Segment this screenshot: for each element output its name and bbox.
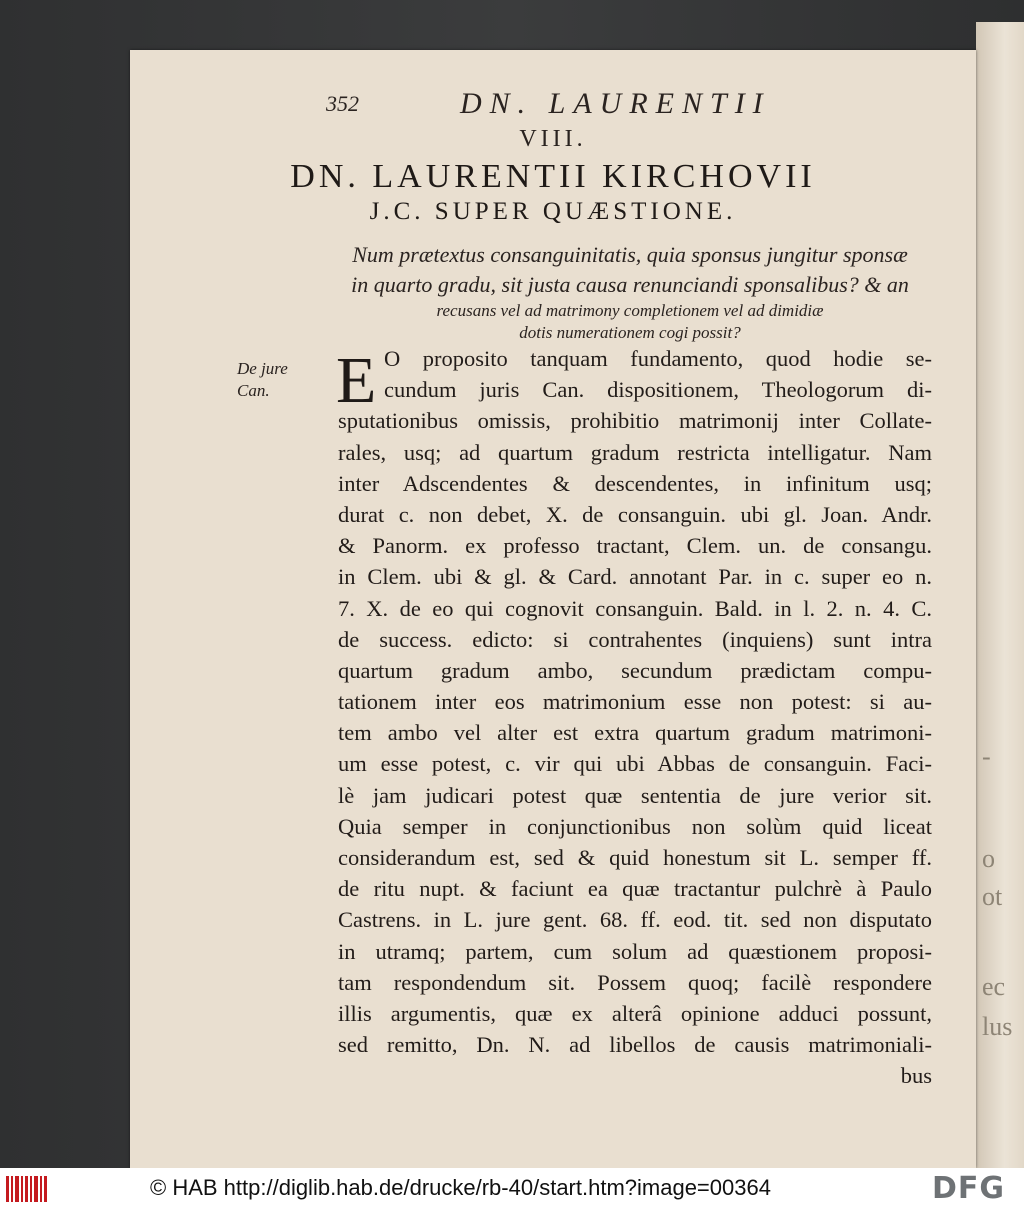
facing-page-fragment: o: [982, 844, 995, 873]
text-line: & Panorm. ex professo tractant, Clem. un. de consangu.: [338, 533, 932, 559]
text-line: sputationibus omissis, prohibitio matrimonij inter Collate-: [338, 408, 932, 434]
text-line: um esse potest, c. vir qui ubi Abbas de consanguin. Faci-: [338, 751, 932, 777]
text-line: in utramq; partem, cum solum ad quæstionem proposi-: [338, 938, 932, 964]
section-number: VIII.: [519, 126, 587, 152]
question-line: recusans vel ad matrimony completionem vel ad dimidiæ: [436, 301, 824, 320]
margin-note-line: De jure: [237, 359, 288, 378]
running-head: DN. LAURENTII: [460, 87, 771, 120]
text-line: de success. edicto: si contrahentes (inquiens) sunt intra: [338, 626, 932, 652]
margin-note-line: Can.: [237, 381, 270, 400]
text-line: quartum gradum ambo, secundum prædictam compu-: [338, 657, 932, 683]
facing-page-fragment: -: [982, 742, 991, 771]
page-title: DN. LAURENTII KIRCHOVII: [290, 158, 816, 195]
text-line: bus: [900, 1063, 932, 1089]
text-line: considerandum est, sed & quid honestum sit L. semper ff.: [338, 845, 932, 870]
text-line: in Clem. ubi & gl. & Card. annotant Par. in c. super eo n.: [338, 564, 932, 590]
text-line: de ritu nupt. & faciunt ea quæ tractantur pulchrè à Paulo: [338, 876, 932, 902]
text-line: cundum juris Can. dispositionem, Theologorum di-: [384, 377, 932, 403]
text-line: tationem inter eos matrimonium esse non potest: si au-: [338, 689, 932, 715]
copyright-link[interactable]: © HAB http://diglib.hab.de/drucke/rb-40/start.htm?image=00364: [150, 1175, 771, 1200]
text-line: 7. X. de eo qui cognovit consanguin. Bald. in l. 2. n. 4. C.: [338, 595, 932, 621]
drop-cap: E: [336, 344, 377, 417]
question-line: Num prætextus consanguinitatis, quia sponsus jungitur sponsæ: [352, 242, 908, 267]
text-line: illis argumentis, quæ ex alterâ opinione adduci possunt,: [338, 1000, 932, 1026]
body-text: [338, 343, 932, 1092]
facing-page-fragment: ot: [982, 882, 1003, 911]
viewer-footer: [0, 1168, 1024, 1209]
text-line: Quia semper in conjunctionibus non solùm quid liceat: [338, 813, 932, 839]
text-line: lè jam judicari potest quæ sententia de jure verior sit.: [338, 782, 932, 808]
text-line: Castrens. in L. jure gent. 68. ff. eod. tit. sed non disputato: [338, 907, 932, 933]
book-page: [130, 50, 976, 1168]
question-heading: [320, 240, 940, 344]
page-number: 352: [326, 91, 359, 116]
page-subtitle: J.C. SUPER QUÆSTIONE.: [369, 198, 737, 225]
text-line: durat c. non debet, X. de consanguin. ubi gl. Joan. Andr.: [338, 501, 932, 527]
dfg-logo: DFG: [932, 1171, 1006, 1206]
text-line: tem ambo vel alter est extra quartum gradum matrimoni-: [338, 720, 932, 746]
facing-page: [976, 22, 1024, 1168]
text-line: inter Adscendentes & descendentes, in infinitum usq;: [338, 470, 932, 496]
question-line: in quarto gradu, sit justa causa renunciandi sponsalibus? & an: [351, 272, 909, 297]
facing-page-fragment: ec: [982, 972, 1006, 1001]
hab-logo-icon: [6, 1176, 48, 1202]
page-header: [130, 87, 976, 127]
text-line: rales, usq; ad quartum gradum restricta intelligatur. Nam: [338, 439, 932, 465]
text-line: tam respondendum sit. Possem quoq; facilè respondere: [338, 969, 932, 995]
question-line: dotis numerationem cogi possit?: [519, 323, 741, 342]
facing-page-fragment: lus: [982, 1012, 1013, 1041]
text-line: sed remitto, Dn. N. ad libellos de causis matrimoniali-: [338, 1032, 932, 1058]
margin-note: [237, 358, 288, 402]
text-line: O proposito tanquam fundamento, quod hodie se-: [384, 346, 932, 371]
